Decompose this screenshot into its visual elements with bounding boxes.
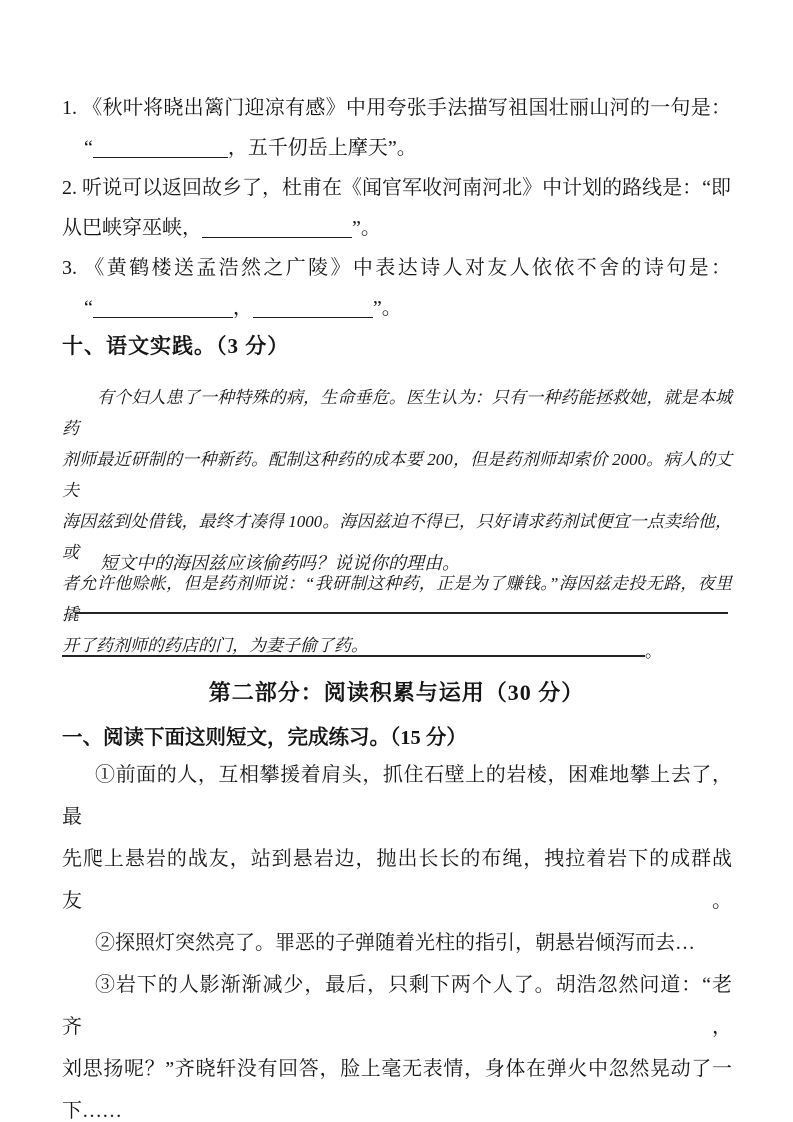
practice-passage [62, 382, 732, 661]
reading-passage [62, 754, 732, 1122]
answer-blank [253, 297, 373, 318]
reading-line: 刘思扬呢？”齐晓轩没有回答，脸上毫无表情，身体在弹火中忽然晃动了一 [62, 1058, 732, 1080]
question-2-text: 2. 听说可以返回故乡了，杜甫在《闻官军收河南河北》中计划的路线是：“即 [62, 177, 731, 199]
open-quote: “ [84, 297, 93, 319]
comma-separator: ， [232, 297, 253, 319]
reading-line: 先爬上悬岩的战友，站到悬岩边，抛出长长的布绳，拽拉着岩下的成群战友。 [62, 848, 732, 912]
period-terminator: 。 [645, 642, 662, 661]
question-3-answer-line [62, 288, 731, 328]
answer-ruled-line-1 [62, 598, 728, 614]
answer-blank [93, 297, 233, 318]
answer-writing-line [62, 641, 645, 657]
answer-writing-line [75, 598, 728, 614]
question-1-text: 1. 《秋叶将晓出篱门迎凉有感》中用夸张手法描写祖国壮丽山河的一句是： [62, 97, 731, 119]
open-quote: “ [84, 137, 93, 159]
passage-line: 开了药剂师的药店的门，为妻子偷了药。 [62, 636, 368, 655]
question-2-answer-suffix: ”。 [352, 217, 381, 239]
practice-section-heading: 十、语文实践。（3 分） [62, 334, 290, 358]
passage-line: 海因兹到处借钱，最终才凑得 1000。海因兹迫不得已，只好请求药剂试便宜一点卖给他，或 [62, 512, 732, 562]
answer-blank [202, 217, 352, 238]
reading-section-heading: 一、阅读下面这则短文，完成练习。（15 分） [62, 727, 467, 749]
question-2-answer-line [62, 208, 731, 248]
passage-line: 者允许他赊帐，但是药剂师说：“我研制这种药，正是为了赚钱。”海因兹走投无路，夜里撬 [62, 574, 732, 624]
reading-line: ①前面的人，互相攀援着肩头，抓住石壁上的岩棱，困难地攀上去了，最 [62, 764, 732, 828]
question-3-text: 3. 《黄鹤楼送孟浩然之广陵》中表达诗人对友人依依不舍的诗句是： [62, 257, 731, 279]
answer-blank [93, 137, 228, 158]
question-3-answer-suffix: ”。 [372, 297, 402, 319]
answer-ruled-line-2 [62, 637, 662, 661]
reading-line: 下…… [62, 1100, 122, 1122]
passage-line: 有个妇人患了一种特殊的病，生命垂危。医生认为：只有一种药能拯救她，就是本城药 [62, 388, 732, 438]
poem-questions-block [62, 88, 731, 328]
practice-question-prompt: 短文中的海因兹应该偷药吗？说说你的理由。 [100, 553, 460, 573]
reading-line: ③岩下的人影渐渐减少，最后，只剩下两个人了。胡浩忽然问道：“老齐， [62, 974, 732, 1038]
part2-heading: 第二部分：阅读积累与运用（30 分） [208, 680, 585, 705]
question-1-answer-line [62, 128, 731, 168]
passage-line: 剂师最近研制的一种新药。配制这种药的成本要 200，但是药剂师却索价 2000。病人的丈夫 [62, 450, 732, 500]
question-1-answer-suffix: ，五千仞岳上摩天”。 [227, 137, 417, 159]
reading-line: ②探照灯突然亮了。罪恶的子弹随着光柱的指引，朝悬岩倾泻而去… [95, 932, 695, 954]
question-2-answer-prefix: 从巴峡穿巫峡， [62, 217, 202, 239]
